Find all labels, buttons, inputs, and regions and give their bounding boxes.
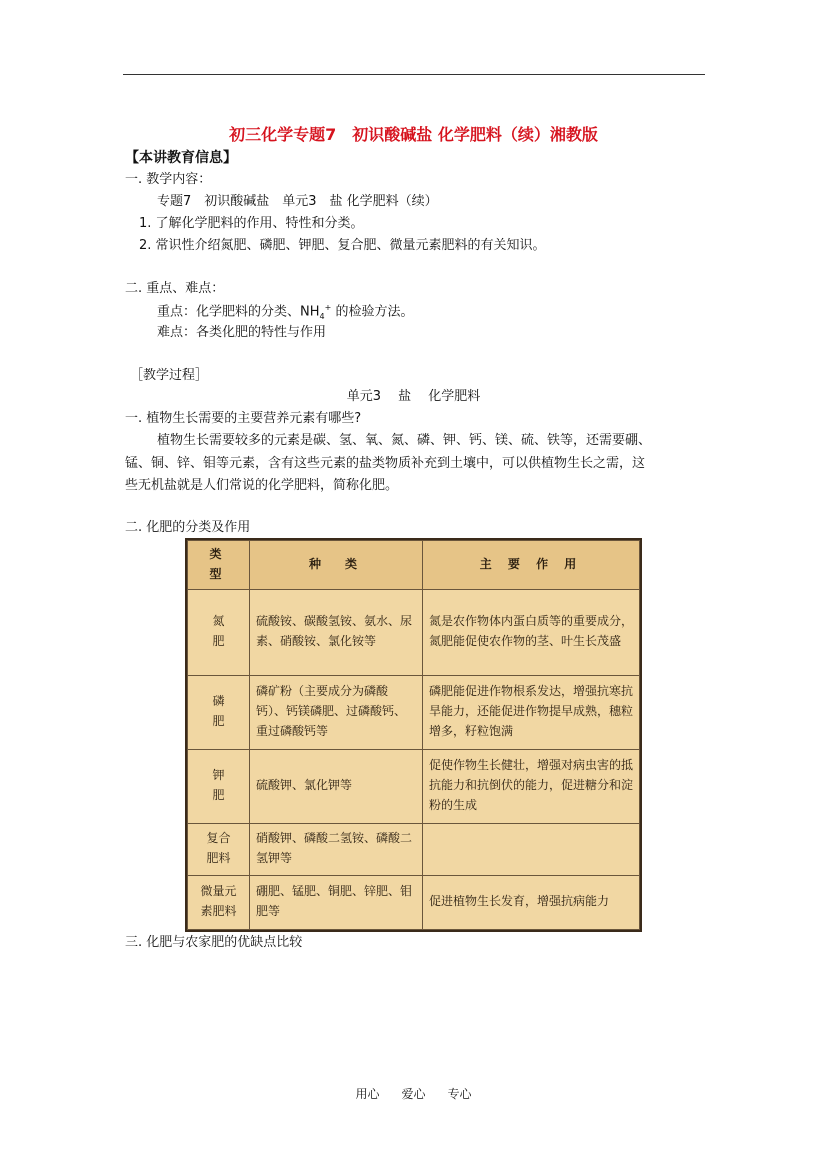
key-point <box>157 303 413 322</box>
section1-item2: 2. 常识性介绍氮肥、磷肥、钾肥、复合肥、微量元素肥料的有关知识。 <box>139 238 546 253</box>
part1-para-line3: 些无机盐就是人们常说的化学肥料，简称化肥。 <box>125 478 399 493</box>
row-kinds: 硼肥、锰肥、铜肥、锌肥、钼肥等 <box>250 875 423 929</box>
page-footer <box>0 1087 827 1101</box>
row-type-line2: 肥 <box>212 788 225 803</box>
header-kinds: 种 类 <box>250 541 423 590</box>
row-type <box>188 823 250 875</box>
row-kinds: 硝酸钾、磷酸二氢铵、磷酸二氢钾等 <box>250 823 423 875</box>
row-type-line1: 钾 <box>212 768 225 783</box>
difficulty-point: 难点：各类化肥的特性与作用 <box>157 325 327 340</box>
key-point-suffix: 的检验方法。 <box>331 304 414 320</box>
part1-para-line1: 植物生长需要较多的元素是碳、氢、氧、氮、磷、钾、钙、镁、硫、铁等，还需要硼、 <box>157 433 652 448</box>
row-kinds: 硫酸铵、碳酸氢铵、氨水、尿素、硝酸铵、氯化铵等 <box>250 589 423 675</box>
footer-word: 用心 <box>355 1087 380 1101</box>
section1-item1: 1. 了解化学肥料的作用、特性和分类。 <box>139 216 364 231</box>
table-row <box>188 675 640 749</box>
fertilizer-table <box>187 540 640 930</box>
table-row <box>188 749 640 823</box>
row-type-line2: 肥 <box>212 634 225 649</box>
row-function: 氮是农作物体内蛋白质等的重要成分，氮肥能促使农作物的茎、叶生长茂盛 <box>423 589 640 675</box>
row-type-line2: 肥 <box>212 714 225 729</box>
page-title: 初三化学专题7 初识酸碱盐 化学肥料（续）湘教版 <box>229 125 598 144</box>
row-type-line1: 微量元 <box>200 884 237 899</box>
table-row <box>188 875 640 929</box>
section2-heading: 二. 重点、难点： <box>125 281 225 296</box>
key-point-sub: 4 <box>319 311 325 321</box>
part1-heading: 一. 植物生长需要的主要营养元素有哪些? <box>125 411 362 426</box>
key-point-sup: + <box>324 303 332 312</box>
part1-para-line2: 锰、铜、锌、钼等元素，含有这些元素的盐类物质补充到土壤中，可以供植物生长之需，这 <box>125 456 646 471</box>
section1-line: 专题7 初识酸碱盐 单元3 盐 化学肥料（续） <box>157 194 438 209</box>
table-row <box>188 589 640 675</box>
process-heading: ［教学过程］ <box>130 368 209 383</box>
footer-word: 爱心 <box>401 1087 426 1101</box>
row-type-line2: 肥料 <box>206 851 231 866</box>
info-heading: 【本讲教育信息】 <box>125 150 237 166</box>
row-function: 促进植物生长发育，增强抗病能力 <box>423 875 640 929</box>
row-function: 磷肥能促进作物根系发达，增强抗寒抗旱能力，还能促进作物提早成熟，穗粒增多，籽粒饱满 <box>423 675 640 749</box>
header-rule <box>123 74 705 75</box>
row-type <box>188 875 250 929</box>
header-type: 类 型 <box>188 541 250 590</box>
row-type-line1: 磷 <box>212 694 225 709</box>
row-type <box>188 589 250 675</box>
row-type-line1: 复合 <box>206 831 231 846</box>
row-kinds: 磷矿粉（主要成分为磷酸钙）、钙镁磷肥、过磷酸钙、重过磷酸钙等 <box>250 675 423 749</box>
row-function <box>423 823 640 875</box>
table-row <box>188 823 640 875</box>
row-type <box>188 749 250 823</box>
part3-heading: 三. 化肥与农家肥的优缺点比较 <box>125 935 303 950</box>
row-function: 促使作物生长健壮，增强对病虫害的抵抗能力和抗倒伏的能力，促进糖分和淀粉的生成 <box>423 749 640 823</box>
row-type-line1: 氮 <box>212 614 225 629</box>
key-point-prefix: 重点：化学肥料的分类、NH <box>157 304 320 320</box>
unit-heading: 单元3 盐 化学肥料 <box>346 389 481 404</box>
table-header-row <box>188 541 640 590</box>
section1-heading: 一. 教学内容： <box>125 172 212 187</box>
footer-word: 专心 <box>447 1087 472 1101</box>
header-function: 主 要 作 用 <box>423 541 640 590</box>
part2-heading: 二. 化肥的分类及作用 <box>125 520 251 535</box>
row-kinds: 硫酸钾、氯化钾等 <box>250 749 423 823</box>
row-type <box>188 675 250 749</box>
row-type-line2: 素肥料 <box>200 904 237 919</box>
